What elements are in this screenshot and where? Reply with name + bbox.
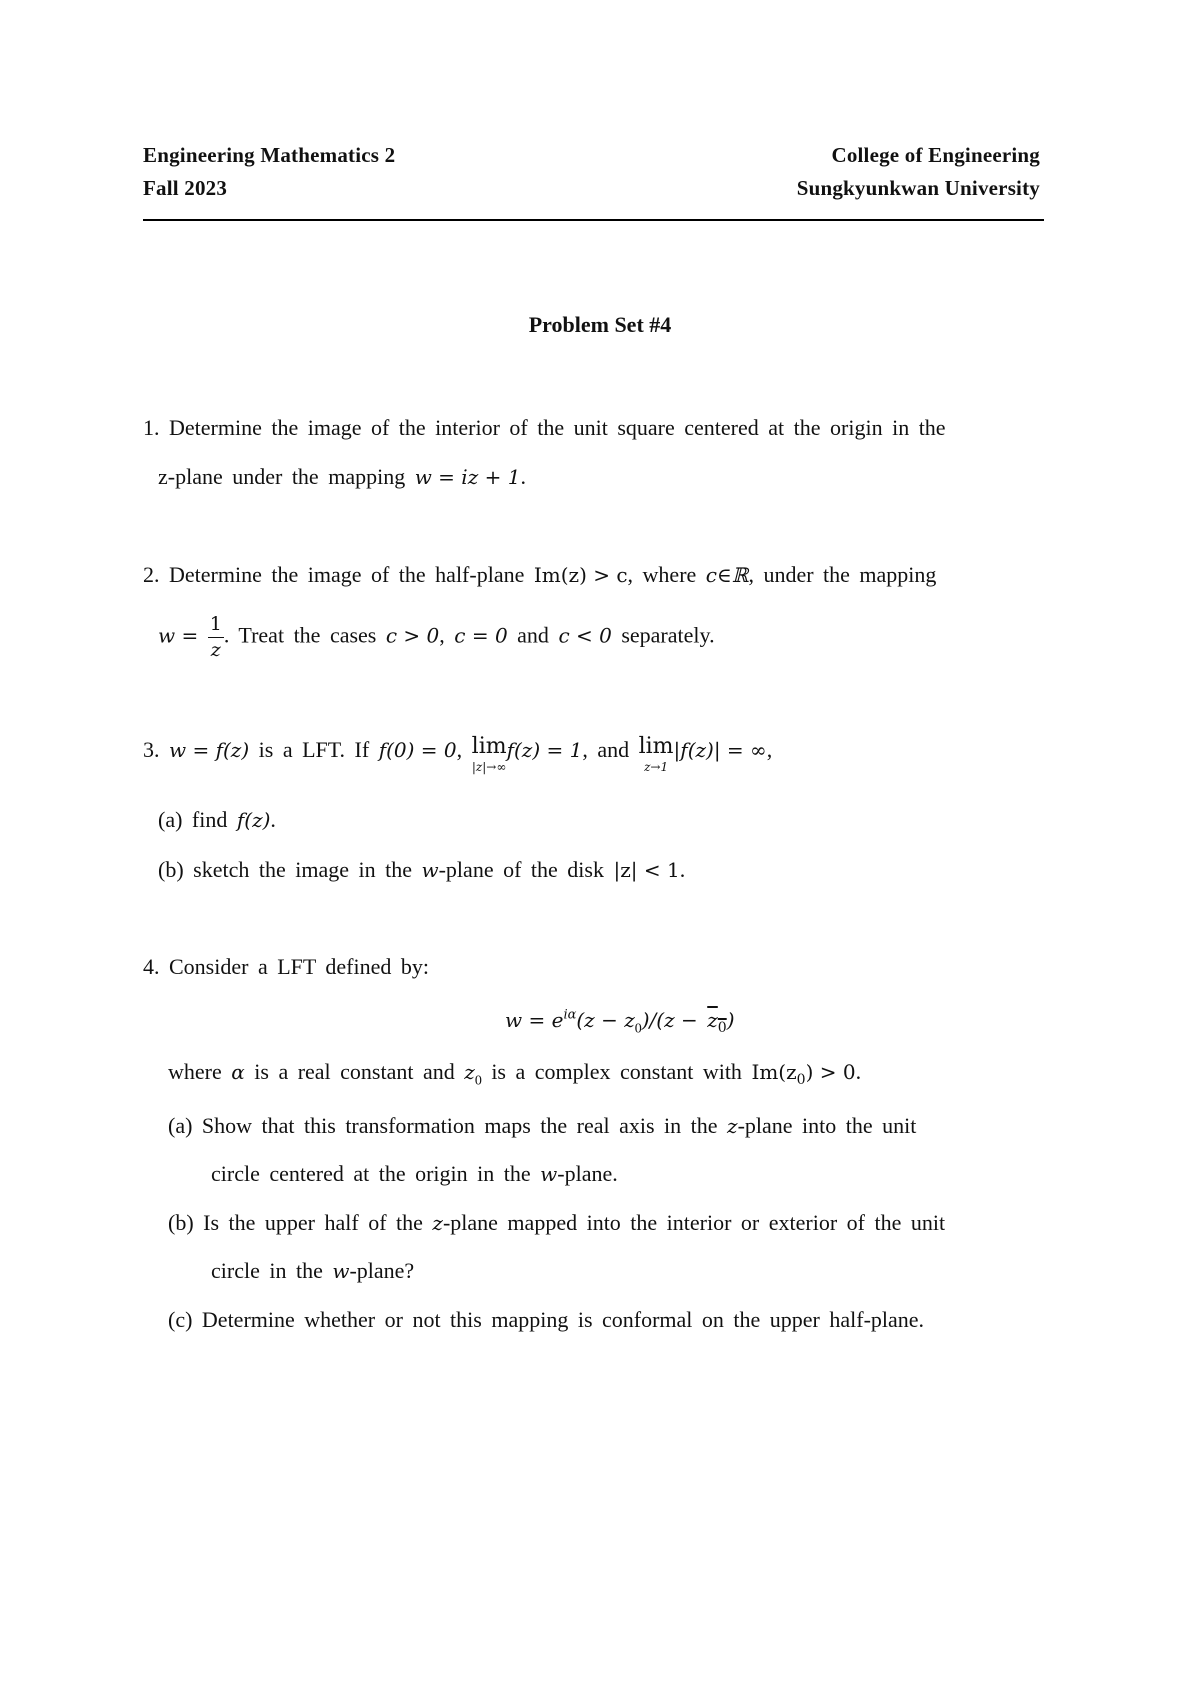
case-zero: c = 0 — [454, 623, 508, 648]
half-plane-condition: Im(z) > c — [533, 563, 628, 587]
problem-2-line-1 — [143, 562, 936, 588]
problem-3-text: is a LFT. If — [258, 737, 370, 762]
problem-2-text-f: . Treat the cases — [223, 622, 377, 648]
period: . — [520, 464, 526, 489]
lim-subscript: |z|→∞ — [471, 760, 507, 774]
problem-1-line-2 — [158, 464, 526, 490]
lim-text: lim — [638, 734, 674, 759]
where-text-3: is a complex constant with — [491, 1059, 742, 1084]
w-symbol: w — [421, 858, 439, 882]
part-a-math: f(z) — [236, 808, 271, 832]
page-title: Problem Set #4 — [528, 312, 672, 337]
eq-w-e: w = e — [505, 1008, 564, 1032]
part-b-text-end: -plane mapped into the interior or exterior of the unit — [442, 1210, 946, 1235]
fraction-denominator: z — [210, 639, 221, 661]
eq-subscript: 0 — [634, 1021, 642, 1037]
problem-1-text: z-plane under the mapping — [158, 464, 406, 489]
limit-value-infinity: |f(z)| = ∞ — [673, 738, 767, 762]
w-equals: w = — [158, 623, 199, 648]
problem-3-number: 3. — [143, 737, 160, 762]
disk-condition: |z| < 1 — [613, 858, 680, 882]
fraction-one-over-z — [208, 612, 224, 663]
im-subscript: 0 — [796, 1072, 806, 1088]
case-positive: c > 0 — [385, 623, 440, 648]
limit-value-1: f(z) = 1 — [506, 738, 583, 762]
problem-4-part-b-line-2 — [211, 1258, 414, 1284]
problem-2-text-c: , where — [627, 562, 697, 587]
z-symbol: z — [727, 1114, 738, 1138]
z0-conjugate — [707, 1008, 727, 1036]
problem-4-intro: 4. Consider a LFT defined by: — [143, 954, 429, 979]
eq-part-1: (z − z — [576, 1008, 635, 1032]
eq-exponent: iα — [563, 1007, 577, 1023]
part-a-text: (a) find — [158, 807, 228, 832]
z0-symbol: z — [464, 1060, 475, 1084]
course-name: Engineering Mathematics 2 — [143, 143, 396, 167]
comma: , — [439, 622, 445, 648]
separately-text: separately. — [621, 622, 715, 648]
z-symbol: z — [432, 1211, 443, 1235]
problem-2-text-e: , under the mapping — [748, 562, 937, 587]
z0-subscript: 0 — [474, 1073, 482, 1089]
fraction-numerator: 1 — [208, 612, 224, 638]
and-text: and — [517, 622, 549, 648]
problem-4-part-a-line-1 — [168, 1113, 916, 1139]
part-a-text-2: circle centered at the origin in the — [211, 1161, 531, 1186]
comma: , — [766, 737, 773, 762]
im-text: Im(z — [751, 1060, 797, 1084]
problem-3-line-1 — [143, 734, 773, 777]
part-b-text: (b) Is the upper half of the — [168, 1210, 423, 1235]
and-text: , and — [582, 737, 630, 762]
case-negative: c < 0 — [558, 623, 612, 648]
problem-2-text-a: 2. Determine the image of the half-plane — [143, 562, 525, 587]
limit-z-to-1 — [638, 734, 674, 777]
problem-4-where — [168, 1059, 861, 1089]
z-bar: z — [707, 1008, 718, 1032]
semester: Fall 2023 — [143, 176, 228, 200]
part-a-text: (a) Show that this transformation maps the real axis in the — [168, 1113, 718, 1138]
period: . — [270, 807, 276, 832]
header-divider — [143, 219, 1044, 221]
problem-1-line-1: 1. Determine the image of the interior of the unit square centered at the origin in the — [143, 415, 946, 440]
problem-3-part-a — [158, 807, 276, 833]
lim-text: lim — [471, 734, 507, 759]
c-in-reals: c∈ℝ — [705, 563, 749, 587]
part-a-text-2-end: -plane. — [557, 1161, 618, 1186]
part-b-text: (b) sketch the image in the — [158, 857, 412, 882]
eq-subscript: 0 — [717, 1020, 727, 1036]
eq-close: ) — [726, 1008, 735, 1032]
college-name: College of Engineering — [831, 143, 1040, 167]
problem-4-part-a-line-2 — [211, 1161, 618, 1187]
limit-infinity — [471, 734, 507, 777]
where-text: where — [168, 1059, 222, 1084]
w-symbol: w — [332, 1259, 350, 1283]
comma: , — [456, 737, 463, 762]
condition-f0: f(0) = 0 — [378, 738, 457, 762]
problem-4-part-b-line-1 — [168, 1210, 945, 1236]
part-b-text-2: circle in the — [211, 1258, 323, 1283]
part-b-text-mid: -plane of the disk — [438, 857, 604, 882]
where-text-2: is a real constant and — [254, 1059, 455, 1084]
im-condition — [751, 1060, 856, 1088]
problem-1-mapping: w = iz + 1 — [414, 465, 521, 489]
part-b-text-2-end: -plane? — [349, 1258, 415, 1283]
problem-4-equation — [505, 1007, 735, 1037]
period: . — [855, 1059, 862, 1084]
university-name: Sungkyunkwan University — [796, 176, 1040, 200]
w-symbol: w — [540, 1162, 558, 1186]
period: . — [679, 857, 686, 882]
problem-4-part-c: (c) Determine whether or not this mapping is conformal on the upper half-plane. — [168, 1307, 925, 1332]
eq-part-2: )/(z − — [641, 1008, 698, 1032]
lim-subscript: z→1 — [644, 760, 669, 774]
alpha-symbol: α — [231, 1060, 245, 1084]
im-end: ) > 0 — [805, 1060, 856, 1084]
part-a-text-end: -plane into the unit — [737, 1113, 917, 1138]
problem-2-line-2 — [158, 612, 715, 663]
lft-function: w = f(z) — [169, 738, 250, 762]
problem-3-part-b — [158, 857, 685, 883]
